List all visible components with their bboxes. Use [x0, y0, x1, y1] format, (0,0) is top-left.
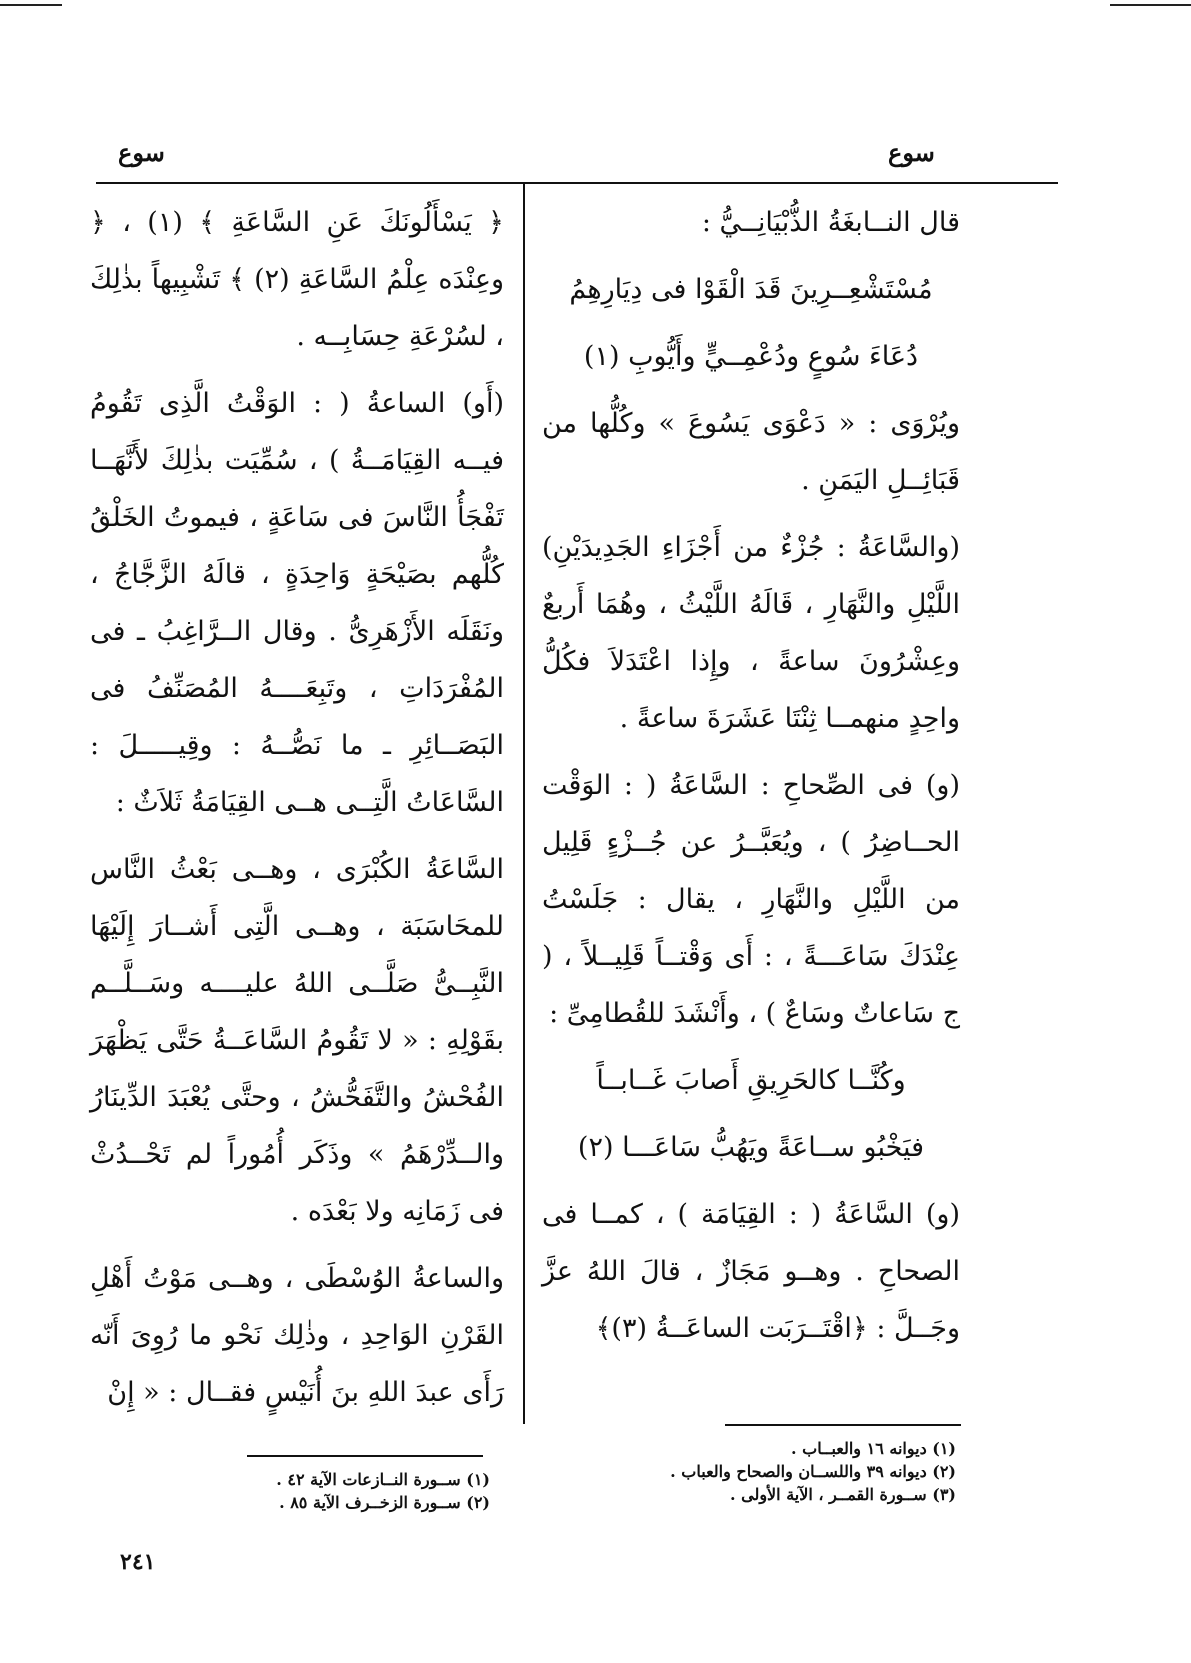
footnotes-left	[160, 1468, 490, 1514]
footnote: (١) ديوانه ١٦ والعبــاب .	[790, 1439, 956, 1458]
verse-line: مُسْتَشْعِــرِينَ قَدَ الْقَوْا فى دِيَارِهِمُ	[569, 274, 933, 305]
paragraph: والساعةُ الوُسْطَى ، وهــى مَوْتُ أَهْلِ القَرْنِ الوَاحِدِ ، وذٰلِك نَحْو ما رُوِىَ أَنّه رَأَى عبدَ اللهِ بنَ أُنَيْسٍ فقــال : « إِنْ	[90, 1263, 504, 1408]
paragraph: (و) السَّاعَةُ ( : القِيَامَة ) ، كمــا فى الصحاحِ . وهــو مَجَازٌ ، قالَ اللهُ عزَّ وجَــلَّ : ﴿اقْتَــرَبَت الساعَــةُ (٣)﴾	[542, 1199, 960, 1344]
footnote: (٢) ســورة الزخــرف الآية ٨٥ .	[279, 1493, 490, 1512]
paragraph: ويُرْوَى : « دَعْوَى يَسُوعَ » وكُلُّها من قَبَائِــلِ اليَمَنِ .	[542, 408, 960, 496]
footnotes-right	[560, 1437, 956, 1506]
running-header-right: سوع	[888, 138, 935, 167]
scan-edge-mark	[1110, 4, 1191, 6]
footnote-rule	[725, 1424, 961, 1426]
running-header-left: سوع	[118, 138, 165, 167]
footnote-rule	[247, 1455, 483, 1457]
paragraph: ﴿ يَسْأَلُونَكَ عَنِ السَّاعَةِ ﴾ (١) ، ﴿ وعِنْدَه عِلْمُ السَّاعَةِ (٢) ﴾ تَشْبِيهاً بذٰلِكَ ، لسُرْعَةِ حِسَابِــه .	[90, 207, 505, 352]
verse-line: دُعَاءَ سُوعٍ ودُعْمِــيٍّ وأَيُّوبِ (١)	[583, 341, 919, 372]
left-column	[90, 194, 504, 1431]
paragraph: (والسَّاعَةُ : جُزْءٌ من أَجْزَاءِ الجَدِيدَيْنِ) اللَّيْلِ والنَّهَارِ ، قَالَهُ اللَّيْثُ ، وهُمَا أَربعٌ وعِشْرُونَ ساعةً ، وإِذا اعْتَدَلاَ فكُلُّ واحِدٍ منهمــا ثِنْتَا عَشَرَةَ ساعةً .	[542, 532, 960, 734]
scan-edge-mark	[0, 4, 62, 6]
paragraph: (أَو) الساعةُ ( : الوَقْتُ الَّذِى تَقُومُ فيــه القِيَامَــةُ ) ، سُمِّيَت بذٰلِكَ لأَنَّهَــا تَفْجَأُ النَّاسَ فى سَاعَةٍ ، فيموتُ الخَلْقُ كُلُّهم بصَيْحَةٍ وَاحِدَةٍ ، قالَهُ الزَّجَّاجُ ، ونَقَلَه الأَزْهَرِىُّ . وقال الــرَّاغِبُ ـ فى المُفْرَدَاتِ ، وتَبِعَــــهُ المُصَنِّفُ فى البَصَــائِرِ ـ ما نَصُّــهُ : وقِيـــــلَ : السَّاعَاتُ الَّتِــى هــى القِيَامَةُ ثَلاَثٌ :	[90, 388, 504, 818]
right-column	[542, 194, 960, 1367]
verse-line: وكُنَّــا كالحَرِيقِ أَصابَ غَــابــاً	[596, 1065, 906, 1096]
header-rule	[96, 182, 1058, 184]
paragraph: السَّاعَةُ الكُبْرَى ، وهــى بَعْثُ النَّاس للمحَاسَبَة ، وهــى الَّتِى أَشــارَ إِلَيْهَا النَّبِــىُّ صَلَّــى اللهُ عليــــه وسَــلَّــم بقَوْلِهِ : « لا تَقُومُ السَّاعَــةُ حَتَّى يَظْهَرَ الفُحْشُ والتَّفَحُّشُ ، وحتَّى يُعْبَدَ الدِّينَارُ والــدِّرْهَمُ » وذَكَر أُمُوراً لم تَحْــدُثْ فى زَمَانِه ولا بَعْدَه .	[90, 854, 504, 1227]
page-number: ٢٤١	[120, 1549, 156, 1575]
column-divider	[523, 184, 525, 1424]
footnote: (٣) ســورة القمــر ، الآية الأولى .	[729, 1485, 956, 1504]
footnote: (١) ســورة النــازعات الآية ٤٢ .	[276, 1470, 490, 1489]
footnote: (٢) ديوانه ٣٩ واللســان والصحاح والعباب .	[670, 1462, 956, 1481]
paragraph: (و) فى الصِّحاحِ : السَّاعَةُ ( : الوَقْت الحــاضِرُ ) ، ويُعَبَّــرُ عن جُــزْءٍ قَلِيل من اللَّيْلِ والنَّهَارِ ، يقال : جَلَسْتُ عِنْدَكَ سَاعَـــةً ، : أَى وَقْتــاً قَلِيــلاً ، ( ج سَاعاتٌ وسَاعٌ ) ، وأَنْشَدَ للقُطامِىِّ :	[542, 770, 960, 1029]
paragraph: قال النــابغَةُ الذُّبْيَانِــيُّ :	[701, 207, 960, 238]
verse-line: فيَخْبُو ســاعَةً ويَهُبُّ سَاعَـــا (٢)	[577, 1132, 925, 1163]
